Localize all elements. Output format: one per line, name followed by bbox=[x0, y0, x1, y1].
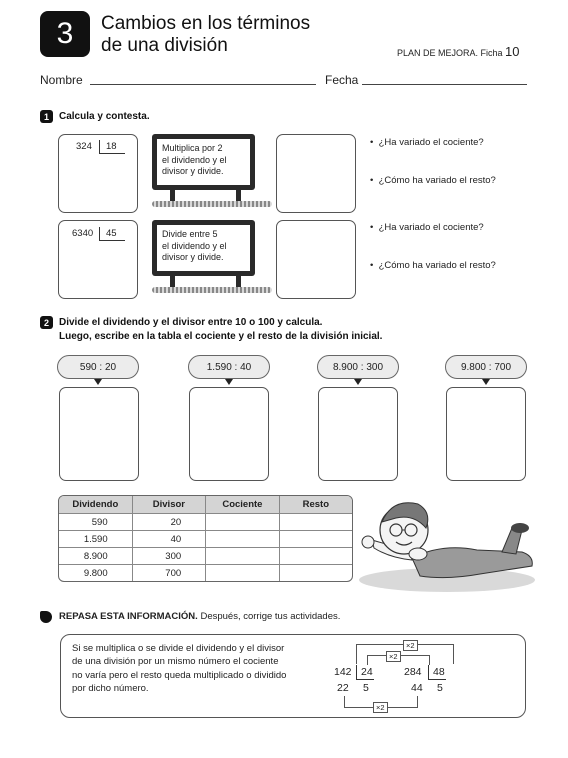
page-title bbox=[101, 13, 310, 57]
header-divisor: Divisor bbox=[133, 496, 207, 513]
title-line-2: de una división bbox=[101, 35, 228, 56]
info-line-4: por dicho número. bbox=[72, 682, 149, 694]
info-line-3: no varía pero el resto queda multiplicado o dividido bbox=[72, 669, 287, 681]
left-divisor: 24 bbox=[361, 666, 373, 678]
sign-2-line-2: el dividendo y el bbox=[162, 240, 227, 251]
question-2b: • ¿Cómo ha variado el resto? bbox=[370, 260, 496, 271]
division-work-box-1[interactable] bbox=[58, 134, 138, 213]
division-pill-2 bbox=[188, 355, 270, 379]
division-pill-3 bbox=[317, 355, 399, 379]
info-line-2: de una división por un mismo número el cociente bbox=[72, 656, 279, 668]
repasa-heading bbox=[59, 611, 340, 622]
repasa-heading-rest: Después, corrige tus actividades. bbox=[197, 611, 341, 622]
title-line-1: Cambios en los términos bbox=[101, 13, 311, 34]
division-pill-4 bbox=[445, 355, 527, 379]
multiply-label-bottom: ×2 bbox=[373, 702, 388, 713]
division-bar-1 bbox=[99, 140, 100, 153]
table-row bbox=[59, 530, 352, 547]
table-row bbox=[59, 564, 352, 581]
division-pill-3-text: 8.900 : 300 bbox=[332, 361, 384, 373]
divisor-1: 18 bbox=[106, 141, 117, 152]
division-pill-1-text: 590 : 20 bbox=[79, 361, 117, 373]
question-1b-text: ¿Cómo ha variado el resto? bbox=[378, 175, 496, 186]
section2-instruction-line-1: Divide el dividendo y el divisor entre 10 o 100 y calcula. bbox=[59, 317, 323, 328]
division-pill-2-text: 1.590 : 40 bbox=[206, 361, 252, 373]
cell-dividend: 590 bbox=[59, 513, 133, 530]
dividend-1: 324 bbox=[76, 141, 92, 152]
section2-badge: 2 bbox=[40, 316, 53, 329]
header-dividendo: Dividendo bbox=[59, 496, 133, 513]
plan-number: 10 bbox=[505, 44, 520, 59]
question-1a: • ¿Ha variado el cociente? bbox=[370, 137, 484, 148]
results-table bbox=[58, 495, 353, 582]
sign-1-grass bbox=[152, 201, 272, 207]
sign-2-line-1: Divide entre 5 bbox=[162, 229, 218, 239]
name-label: Nombre bbox=[40, 73, 83, 87]
unit-number: 3 bbox=[56, 17, 74, 50]
cell-resto[interactable] bbox=[280, 547, 352, 564]
cell-cociente[interactable] bbox=[206, 564, 280, 581]
cell-resto[interactable] bbox=[280, 530, 352, 547]
multiply-label-top: ×2 bbox=[403, 640, 418, 651]
pointer-1 bbox=[94, 379, 102, 385]
table-row bbox=[59, 513, 352, 530]
section1-instruction: Calcula y contesta. bbox=[59, 111, 150, 122]
section2-instruction-line-2: Luego, escribe en la tabla el cociente y el resto de la división inicial. bbox=[59, 331, 383, 342]
pointer-4 bbox=[482, 379, 490, 385]
table-header-row bbox=[59, 496, 352, 513]
date-field[interactable] bbox=[362, 84, 527, 85]
cell-divisor: 40 bbox=[133, 530, 207, 547]
right-divisor: 48 bbox=[433, 666, 445, 678]
right-remainder: 44 bbox=[411, 682, 423, 694]
cell-dividend: 9.800 bbox=[59, 564, 133, 581]
sign-2-line-3: divisor y divide. bbox=[162, 252, 224, 262]
plan-label-text: PLAN DE MEJORA. Ficha bbox=[397, 48, 503, 58]
section2-instruction bbox=[59, 316, 382, 344]
division-pill-1 bbox=[57, 355, 139, 379]
repasa-bullet-icon bbox=[40, 611, 52, 623]
instruction-sign-2 bbox=[152, 220, 255, 276]
sign-1-line-3: divisor y divide. bbox=[162, 166, 224, 176]
cell-divisor: 300 bbox=[133, 547, 207, 564]
left-dividend: 142 bbox=[334, 666, 352, 678]
boy-illustration bbox=[352, 488, 540, 596]
cell-divisor: 700 bbox=[133, 564, 207, 581]
name-field[interactable] bbox=[90, 84, 316, 85]
right-dividend: 284 bbox=[404, 666, 422, 678]
answer-box-1[interactable] bbox=[276, 134, 356, 213]
multiply-label-middle: ×2 bbox=[386, 651, 401, 662]
cell-resto[interactable] bbox=[280, 513, 352, 530]
cell-dividend: 8.900 bbox=[59, 547, 133, 564]
table-row bbox=[59, 547, 352, 564]
cell-resto[interactable] bbox=[280, 564, 352, 581]
plan-label bbox=[397, 44, 520, 59]
cell-cociente[interactable] bbox=[206, 530, 280, 547]
calc-box-2[interactable] bbox=[189, 387, 269, 481]
date-label: Fecha bbox=[325, 73, 359, 87]
repasa-heading-bold: REPASA ESTA INFORMACIÓN. bbox=[59, 611, 198, 622]
header-resto: Resto bbox=[280, 496, 352, 513]
division-bar-2 bbox=[99, 227, 100, 240]
cell-cociente[interactable] bbox=[206, 547, 280, 564]
left-quotient: 5 bbox=[363, 682, 369, 694]
left-remainder: 22 bbox=[337, 682, 349, 694]
calc-box-3[interactable] bbox=[318, 387, 398, 481]
question-1a-text: ¿Ha variado el cociente? bbox=[378, 137, 484, 148]
sign-1-line-2: el dividendo y el bbox=[162, 154, 227, 165]
cell-cociente[interactable] bbox=[206, 513, 280, 530]
instruction-sign-1 bbox=[152, 134, 255, 190]
pointer-2 bbox=[225, 379, 233, 385]
unit-number-badge bbox=[40, 11, 90, 57]
section1-badge: 1 bbox=[40, 110, 53, 123]
example-diagram bbox=[330, 640, 460, 712]
info-line-1: Si se multiplica o se divide el dividendo y el divisor bbox=[72, 643, 285, 654]
answer-box-2[interactable] bbox=[276, 220, 356, 299]
calc-box-4[interactable] bbox=[446, 387, 526, 481]
dividend-2: 6340 bbox=[72, 228, 94, 239]
question-2b-text: ¿Cómo ha variado el resto? bbox=[378, 260, 496, 271]
calc-box-1[interactable] bbox=[59, 387, 139, 481]
question-1b: • ¿Cómo ha variado el resto? bbox=[370, 175, 496, 186]
cell-divisor: 20 bbox=[133, 513, 207, 530]
cell-dividend: 1.590 bbox=[59, 530, 133, 547]
pointer-3 bbox=[354, 379, 362, 385]
division-line-1 bbox=[99, 153, 125, 154]
division-line-2 bbox=[99, 240, 125, 241]
division-pill-4-text: 9.800 : 700 bbox=[460, 361, 512, 373]
header-cociente: Cociente bbox=[206, 496, 280, 513]
division-work-box-2[interactable] bbox=[58, 220, 138, 299]
question-2a: • ¿Ha variado el cociente? bbox=[370, 222, 484, 233]
sign-1-line-1: Multiplica por 2 bbox=[162, 143, 223, 153]
sign-2-grass bbox=[152, 287, 272, 293]
question-2a-text: ¿Ha variado el cociente? bbox=[378, 222, 484, 233]
divisor-2: 45 bbox=[106, 228, 117, 239]
info-text bbox=[72, 642, 310, 695]
right-quotient: 5 bbox=[437, 682, 443, 694]
